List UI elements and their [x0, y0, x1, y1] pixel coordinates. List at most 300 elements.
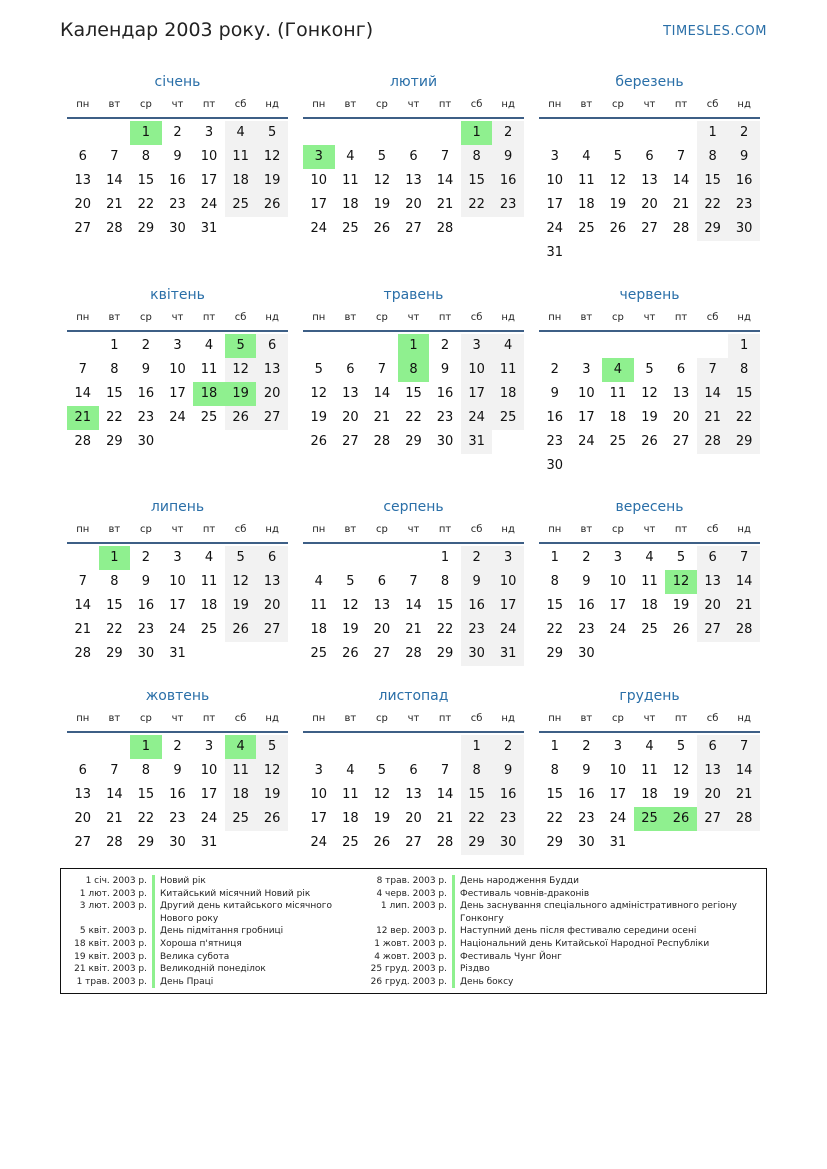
holiday-day-cell: 1 [130, 121, 162, 145]
day-cell: 25 [200, 410, 218, 425]
legend-date: 19 квіт. 2003 р. [74, 951, 147, 962]
day-cell: 6 [697, 546, 729, 570]
day-cell: 10 [492, 570, 524, 594]
legend-marker [452, 875, 455, 888]
day-cell: 30 [461, 642, 493, 666]
day-cell: 7 [676, 149, 686, 164]
legend-date: 25 груд. 2003 р. [370, 964, 447, 975]
weekday-header [303, 522, 524, 544]
day-cell: 19 [672, 598, 690, 613]
legend-holiday-name: Великодній понеділок [160, 964, 266, 975]
day-cell: 3 [550, 149, 559, 164]
day-cell: 29 [546, 646, 564, 661]
day-cell: 3 [582, 362, 591, 377]
day-cell: 14 [436, 787, 454, 802]
weekday-label: нд [265, 312, 279, 323]
day-cell: 24 [200, 197, 218, 212]
day-cell: 21 [697, 406, 729, 430]
day-cell: 5 [613, 149, 623, 164]
legend-marker [152, 875, 155, 888]
day-cell: 16 [578, 787, 595, 802]
weekday-label: сб [234, 524, 247, 535]
weekday-label: сб [706, 524, 719, 535]
legend-date: 5 квіт. 2003 р. [79, 926, 147, 937]
month-name: березень [615, 74, 684, 90]
day-cell: 4 [314, 574, 323, 589]
legend-row [69, 976, 344, 989]
month-name: червень [619, 287, 680, 303]
legend-marker [152, 951, 155, 964]
day-cell: 22 [436, 622, 454, 637]
month-block [67, 497, 288, 661]
weekday-label: ср [611, 312, 624, 323]
day-cell: 17 [492, 594, 524, 618]
day-cell: 6 [78, 763, 87, 778]
day-cell: 17 [169, 598, 186, 613]
day-cell: 31 [492, 642, 524, 666]
weekday-header [539, 711, 760, 733]
day-cell: 17 [609, 787, 627, 802]
month-name: травень [383, 287, 444, 303]
day-cell: 4 [225, 121, 257, 145]
day-cell: 30 [578, 646, 595, 661]
day-cell: 12 [256, 759, 288, 783]
day-cell: 13 [74, 173, 92, 188]
legend-holiday-name: Різдво [460, 964, 490, 975]
site-link[interactable]: TIMESLES.COM [663, 24, 767, 39]
day-cell: 28 [74, 646, 92, 661]
day-cell: 4 [204, 338, 214, 353]
weekday-label: пт [438, 713, 452, 724]
month-block [539, 72, 760, 260]
legend-marker [152, 938, 155, 951]
day-cell: 11 [609, 386, 627, 401]
day-cell: 22 [405, 410, 422, 425]
day-cell: 31 [609, 835, 627, 850]
legend-holiday-name: Наступний день після фестивалю середини осені [460, 926, 697, 937]
day-cell: 12 [373, 173, 391, 188]
day-cell: 8 [728, 358, 760, 382]
day-cell: 17 [310, 811, 328, 826]
day-cell: 28 [405, 646, 422, 661]
day-cell: 28 [728, 807, 760, 831]
day-cell: 1 [550, 550, 559, 565]
day-cell: 13 [641, 173, 658, 188]
day-cell: 13 [697, 570, 729, 594]
legend-row [69, 888, 344, 901]
day-cell: 22 [546, 622, 564, 637]
legend-holiday-name: Китайський місячний Новий рік [160, 888, 311, 899]
legend-date: 1 січ. 2003 р. [85, 876, 147, 886]
day-cell: 14 [106, 787, 123, 802]
day-cell: 1 [697, 121, 729, 145]
day-cell: 30 [169, 221, 186, 236]
day-cell: 15 [137, 787, 155, 802]
day-cell: 29 [728, 430, 760, 454]
day-cell: 11 [641, 763, 658, 778]
day-cell: 22 [137, 197, 155, 212]
day-cell: 22 [697, 193, 729, 217]
day-cell: 31 [200, 835, 218, 850]
day-cell: 17 [609, 598, 627, 613]
day-cell: 29 [137, 221, 155, 236]
day-cell: 23 [137, 622, 155, 637]
day-cell: 27 [342, 434, 359, 449]
weekday-label: нд [501, 713, 515, 724]
day-cell: 2 [492, 735, 524, 759]
day-cell: 10 [310, 787, 328, 802]
legend-date: 21 квіт. 2003 р. [74, 964, 147, 975]
day-cell: 15 [546, 598, 564, 613]
day-cell: 15 [697, 169, 729, 193]
legend-marker [152, 925, 155, 938]
day-cell: 16 [169, 787, 186, 802]
month-block [539, 285, 760, 473]
day-cell: 2 [582, 739, 591, 754]
day-cell: 13 [405, 173, 422, 188]
day-cell: 29 [106, 646, 123, 661]
legend-holiday-name: День народження Будди [460, 876, 579, 886]
day-cell: 8 [141, 149, 151, 164]
holiday-day-cell: 4 [225, 735, 257, 759]
holiday-day-cell: 1 [461, 121, 493, 145]
day-cell: 14 [728, 759, 760, 783]
day-cell: 24 [200, 811, 218, 826]
day-cell: 13 [256, 358, 288, 382]
weekday-label: сб [470, 713, 483, 724]
day-cell: 7 [440, 149, 450, 164]
weekday-label: пн [76, 99, 90, 110]
weekday-header [303, 97, 524, 119]
day-cell: 4 [582, 149, 591, 164]
weekday-label: нд [265, 99, 279, 110]
day-cell: 18 [225, 783, 257, 807]
day-cell: 29 [697, 217, 729, 241]
day-cell: 3 [613, 550, 623, 565]
day-cell: 27 [256, 618, 288, 642]
day-cell: 12 [672, 763, 690, 778]
holiday-day-cell: 12 [665, 570, 697, 594]
day-cell: 4 [645, 739, 654, 754]
month-block [539, 497, 760, 661]
legend-holiday-name: Хороша п'ятниця [160, 938, 242, 949]
day-cell: 4 [492, 334, 524, 358]
day-cell: 22 [137, 811, 155, 826]
day-cell: 27 [256, 406, 288, 430]
day-cell: 8 [461, 759, 493, 783]
legend-holiday-name: Другий день китайського місячного Нового року [160, 901, 332, 924]
day-cell: 12 [310, 386, 328, 401]
legend-date: 1 трав. 2003 р. [76, 976, 147, 987]
day-cell: 9 [141, 574, 151, 589]
day-cell: 4 [645, 550, 654, 565]
day-cell: 26 [310, 434, 328, 449]
weekday-label: нд [265, 713, 279, 724]
day-cell: 28 [74, 434, 92, 449]
day-cell: 3 [461, 334, 493, 358]
weekday-label: чт [407, 713, 420, 724]
day-cell: 2 [440, 338, 450, 353]
legend-holiday-name: Новий рік [160, 876, 206, 886]
weekday-label: чт [407, 524, 420, 535]
legend-date: 1 жовт. 2003 р. [374, 938, 447, 949]
day-cell: 31 [546, 245, 564, 260]
day-cell: 27 [697, 807, 729, 831]
day-cell: 8 [550, 763, 559, 778]
month-name: жовтень [145, 688, 210, 704]
weekday-label: вт [580, 524, 593, 535]
legend-row [69, 900, 344, 925]
day-cell: 30 [169, 835, 186, 850]
holiday-day-cell: 4 [602, 358, 634, 382]
day-cell: 7 [78, 574, 87, 589]
day-cell: 15 [106, 386, 123, 401]
weekday-label: вт [344, 312, 357, 323]
weekday-label: пт [202, 524, 216, 535]
month-name: лютий [389, 74, 438, 90]
day-cell: 21 [728, 594, 760, 618]
day-cell: 18 [200, 598, 218, 613]
day-cell: 21 [106, 811, 123, 826]
day-cell: 21 [728, 783, 760, 807]
day-cell: 2 [141, 550, 151, 565]
day-cell: 2 [728, 121, 760, 145]
day-cell: 26 [641, 434, 658, 449]
day-cell: 29 [461, 831, 493, 855]
legend-marker [152, 888, 155, 901]
day-cell: 14 [74, 598, 92, 613]
day-cell: 4 [346, 149, 355, 164]
legend-holiday-name: День заснування спеціального адміністративного регіону Гонконгу [460, 901, 737, 924]
day-cell: 28 [373, 434, 391, 449]
day-cell: 19 [373, 811, 391, 826]
day-cell: 21 [436, 197, 454, 212]
weekday-label: пт [202, 312, 216, 323]
weekday-label: пт [438, 312, 452, 323]
weekday-label: пн [76, 524, 90, 535]
legend-date: 3 лют. 2003 р. [79, 901, 147, 912]
day-cell: 6 [377, 574, 387, 589]
day-cell: 30 [546, 458, 564, 473]
weekday-label: вт [108, 524, 121, 535]
day-cell: 10 [461, 358, 493, 382]
day-cell: 20 [697, 783, 729, 807]
day-cell: 21 [373, 410, 391, 425]
day-cell: 8 [550, 574, 559, 589]
day-cell: 21 [106, 197, 123, 212]
day-cell: 13 [74, 787, 92, 802]
day-cell: 25 [578, 221, 595, 236]
day-cell: 26 [373, 835, 391, 850]
day-cell: 16 [578, 598, 595, 613]
weekday-label: пт [438, 524, 452, 535]
weekday-label: пн [76, 713, 90, 724]
day-cell: 28 [436, 221, 454, 236]
holiday-legend [60, 868, 767, 994]
day-cell: 14 [405, 598, 422, 613]
weekday-label: ср [611, 713, 624, 724]
weekday-label: пн [548, 524, 562, 535]
weekday-header [67, 711, 288, 733]
month-name: вересень [615, 499, 684, 515]
day-cell: 20 [256, 594, 288, 618]
day-cell: 25 [342, 221, 359, 236]
day-cell: 11 [342, 173, 359, 188]
day-cell: 18 [609, 410, 627, 425]
day-cell: 24 [609, 811, 627, 826]
legend-holiday-name: Велика субота [160, 951, 230, 962]
day-cell: 18 [578, 197, 595, 212]
day-cell: 25 [310, 646, 328, 661]
day-cell: 19 [225, 594, 257, 618]
day-cell: 2 [461, 546, 493, 570]
weekday-label: сб [470, 524, 483, 535]
weekday-label: пн [312, 99, 326, 110]
day-cell: 16 [492, 783, 524, 807]
day-cell: 25 [225, 807, 257, 831]
weekday-header [539, 522, 760, 544]
weekday-label: ср [139, 99, 152, 110]
legend-holiday-name: Національний день Китайської Народної Республіки [460, 938, 710, 949]
legend-row [369, 938, 759, 951]
legend-holiday-name: Фестиваль Чунг Йонг [460, 951, 562, 962]
weekday-label: чт [643, 312, 656, 323]
legend-holiday-name: День боксу [460, 976, 514, 987]
day-cell: 26 [342, 646, 359, 661]
day-cell: 28 [436, 835, 454, 850]
day-cell: 20 [74, 811, 92, 826]
day-cell: 9 [173, 149, 182, 164]
weekday-label: нд [501, 524, 515, 535]
weekday-label: пт [674, 312, 688, 323]
day-cell: 10 [200, 149, 218, 164]
weekday-label: ср [139, 312, 152, 323]
day-cell: 17 [461, 382, 493, 406]
day-cell: 15 [405, 386, 422, 401]
weekday-label: вт [344, 713, 357, 724]
day-cell: 7 [110, 149, 119, 164]
day-cell: 14 [436, 173, 454, 188]
month-block [67, 686, 288, 850]
weekday-label: нд [737, 312, 751, 323]
day-cell: 23 [492, 193, 524, 217]
day-cell: 16 [461, 594, 493, 618]
weekday-label: ср [611, 524, 624, 535]
day-cell: 23 [578, 811, 595, 826]
day-cell: 1 [110, 338, 119, 353]
day-cell: 14 [106, 173, 123, 188]
day-cell: 12 [373, 787, 391, 802]
weekday-label: нд [737, 524, 751, 535]
day-cell: 27 [405, 835, 422, 850]
day-cell: 11 [641, 574, 658, 589]
day-cell: 14 [697, 382, 729, 406]
weekday-label: сб [706, 99, 719, 110]
day-cell: 23 [492, 807, 524, 831]
weekday-label: вт [108, 312, 121, 323]
day-cell: 26 [672, 622, 690, 637]
day-cell: 6 [645, 149, 654, 164]
day-cell: 17 [200, 173, 218, 188]
holiday-day-cell: 1 [398, 334, 430, 358]
day-cell: 24 [169, 410, 186, 425]
day-cell: 3 [314, 763, 323, 778]
day-cell: 5 [314, 362, 323, 377]
day-cell: 9 [440, 362, 450, 377]
day-cell: 6 [346, 362, 355, 377]
day-cell: 7 [110, 763, 119, 778]
day-cell: 5 [676, 550, 686, 565]
weekday-label: сб [234, 99, 247, 110]
day-cell: 9 [728, 145, 760, 169]
day-cell: 7 [697, 358, 729, 382]
month-block [539, 686, 760, 850]
legend-row [369, 925, 759, 938]
day-cell: 18 [342, 197, 359, 212]
day-cell: 21 [436, 811, 454, 826]
day-cell: 19 [342, 622, 359, 637]
day-cell: 7 [78, 362, 87, 377]
weekday-label: вт [580, 713, 593, 724]
day-cell: 12 [641, 386, 658, 401]
day-cell: 29 [546, 835, 564, 850]
holiday-day-cell: 3 [303, 145, 335, 169]
weekday-label: пт [202, 99, 216, 110]
weekday-label: нд [737, 713, 751, 724]
weekday-label: чт [643, 99, 656, 110]
month-name: грудень [619, 688, 680, 704]
day-cell: 3 [492, 546, 524, 570]
holiday-day-cell: 5 [225, 334, 257, 358]
legend-holiday-name: Фестиваль човнів-драконів [460, 888, 590, 899]
weekday-header [539, 310, 760, 332]
day-cell: 6 [256, 546, 288, 570]
day-cell: 25 [641, 622, 658, 637]
day-cell: 18 [342, 811, 359, 826]
weekday-label: ср [375, 713, 388, 724]
day-cell: 27 [74, 221, 92, 236]
day-cell: 27 [74, 835, 92, 850]
day-cell: 27 [641, 221, 658, 236]
legend-row [69, 951, 344, 964]
day-cell: 22 [546, 811, 564, 826]
day-cell: 16 [492, 169, 524, 193]
day-cell: 9 [582, 763, 591, 778]
day-cell: 18 [492, 382, 524, 406]
holiday-day-cell: 25 [634, 807, 666, 831]
weekday-label: пт [674, 524, 688, 535]
day-cell: 3 [204, 125, 214, 140]
day-cell: 13 [256, 570, 288, 594]
legend-row [369, 976, 759, 989]
holiday-day-cell: 18 [193, 382, 225, 406]
day-cell: 18 [641, 598, 658, 613]
legend-date: 1 лип. 2003 р. [380, 901, 447, 912]
day-cell: 9 [492, 145, 524, 169]
day-cell: 15 [546, 787, 564, 802]
day-cell: 11 [225, 145, 257, 169]
day-cell: 24 [609, 622, 627, 637]
day-cell: 29 [436, 646, 454, 661]
weekday-header [539, 97, 760, 119]
weekday-label: ср [139, 524, 152, 535]
day-cell: 17 [200, 787, 218, 802]
legend-marker [152, 900, 155, 925]
month-name: січень [154, 74, 201, 90]
day-cell: 3 [173, 338, 182, 353]
weekday-label: нд [501, 312, 515, 323]
day-cell: 23 [137, 410, 155, 425]
